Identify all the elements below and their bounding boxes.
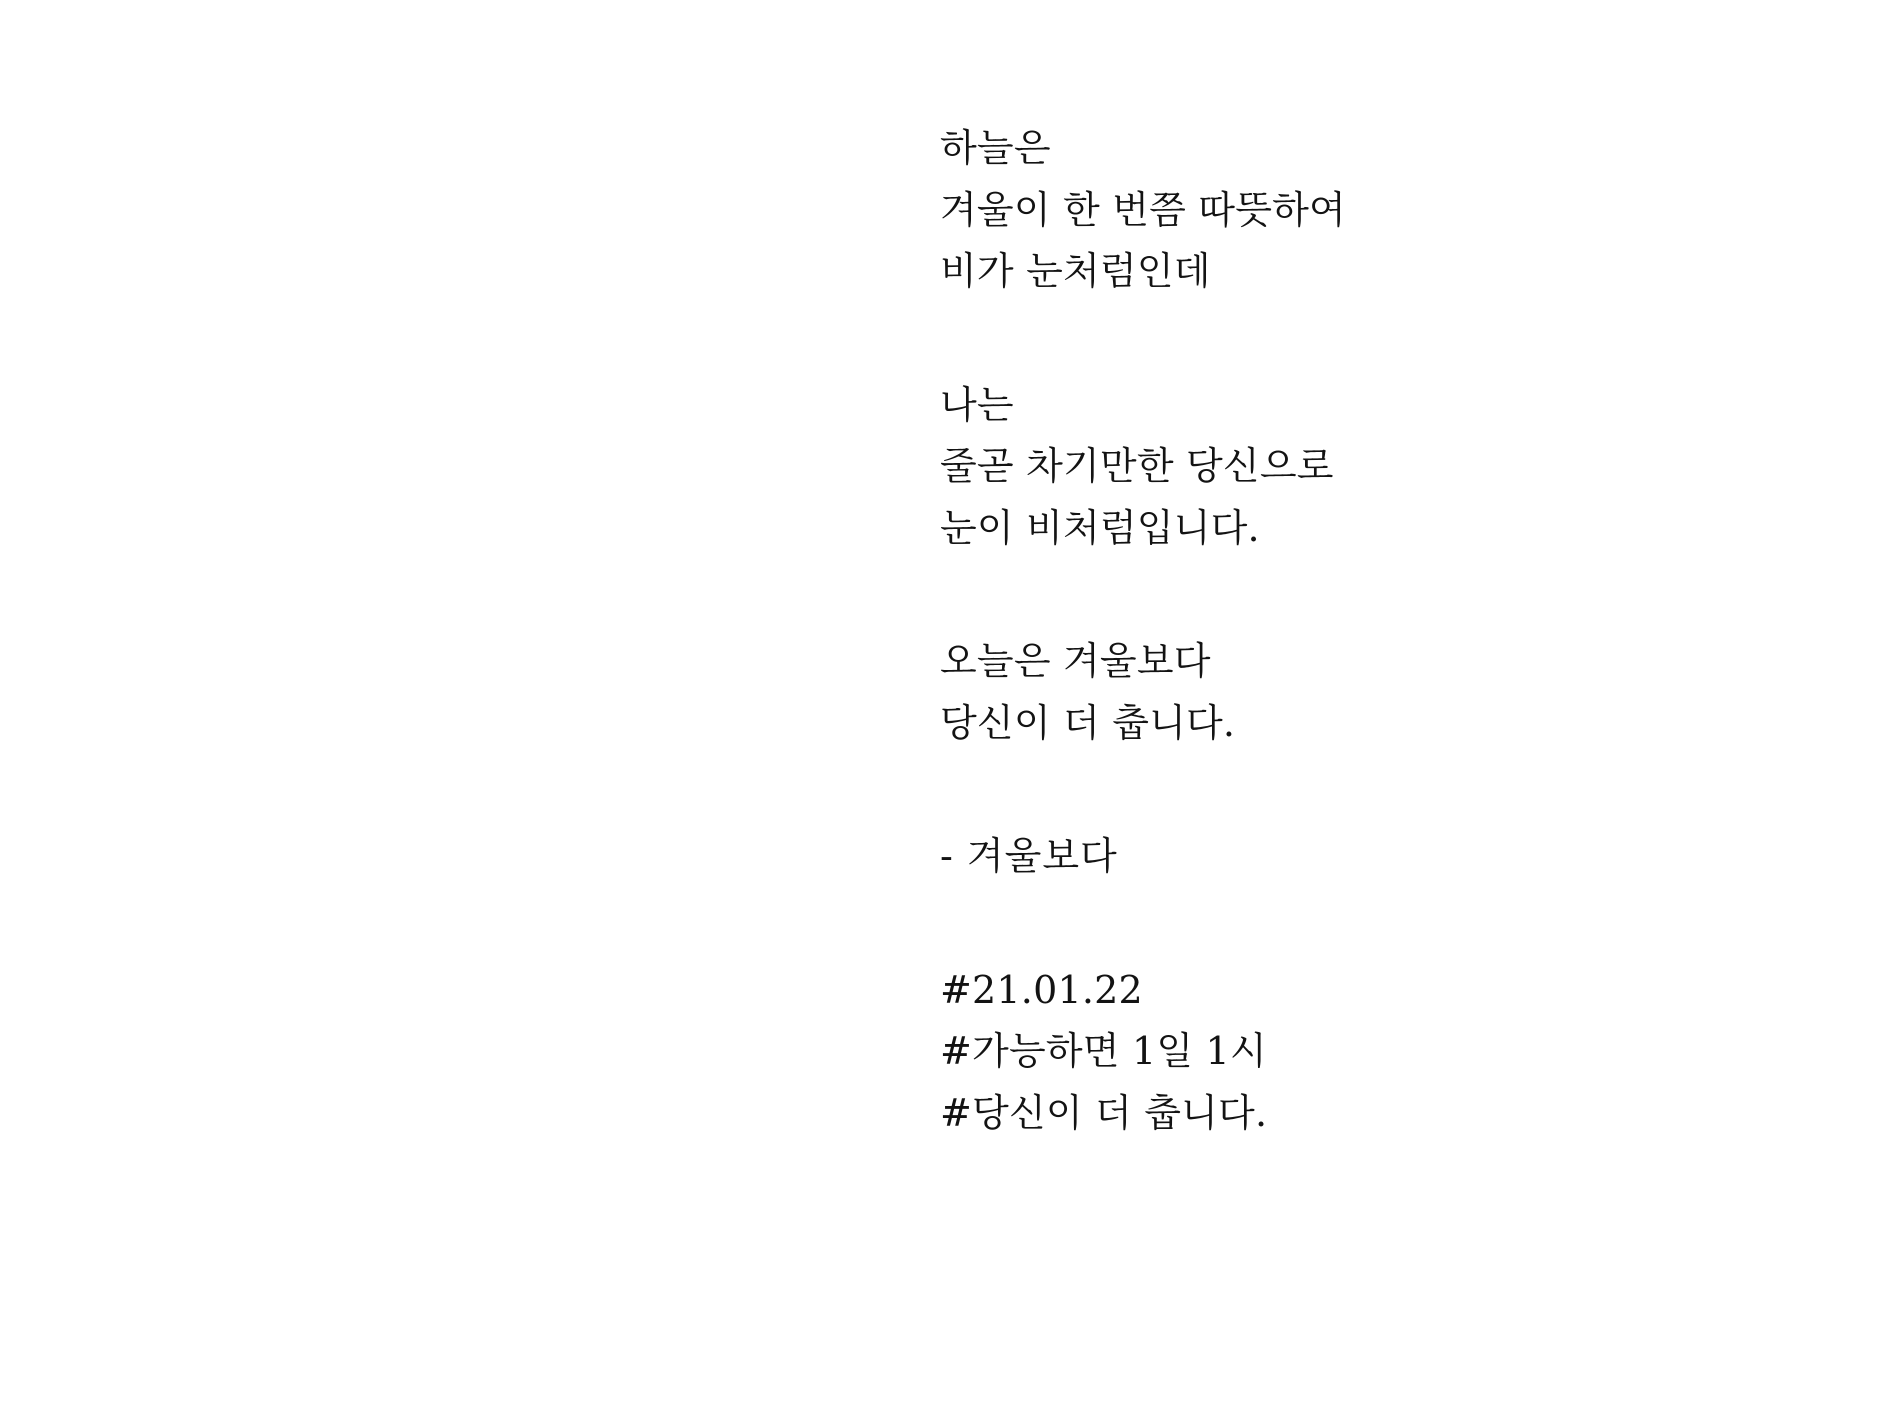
poem-line: 줄곧 차기만한 당신으로 (940, 444, 1334, 489)
poem-stanza-1 (940, 118, 1740, 303)
poem-line: 눈이 비처럼입니다. (940, 505, 1260, 550)
attribution-line: - 겨울보다 (940, 834, 1118, 879)
poem-line: 오늘은 겨울보다 (940, 639, 1211, 684)
poem-title-attribution (940, 826, 1740, 888)
hashtag-list (940, 960, 1740, 1145)
hashtag-date: #21.01.22 (940, 967, 1143, 1012)
poem-line: 당신이 더 춥니다. (940, 700, 1236, 745)
hashtag-item: #가능하면 1일 1시 (940, 1029, 1267, 1074)
poem-stanza-2 (940, 375, 1740, 560)
poem-line: 하늘은 (940, 126, 1051, 170)
poem-body (940, 118, 1740, 1145)
poem-stanza-3 (940, 631, 1740, 754)
poem-line: 비가 눈처럼인데 (940, 249, 1211, 294)
poem-line: 나는 (940, 382, 1014, 427)
hashtag-item: #당신이 더 춥니다. (940, 1091, 1268, 1136)
poem-line: 겨울이 한 번쯤 따뜻하여 (940, 187, 1346, 232)
